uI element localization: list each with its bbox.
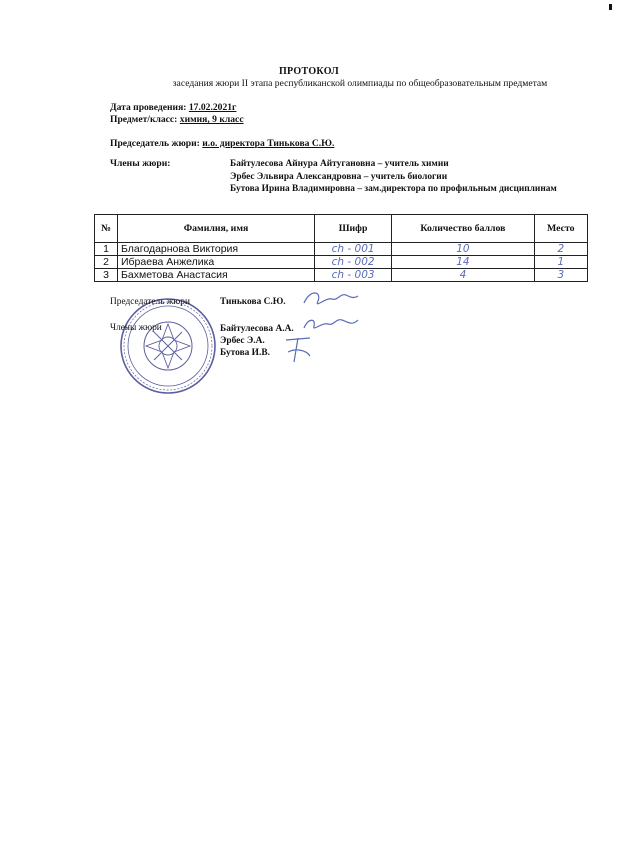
header-score: Количество баллов xyxy=(392,215,534,243)
row-code: ch - 002 xyxy=(315,256,392,269)
signature-chair-name: Тинькова С.Ю. xyxy=(220,297,286,307)
member-item: Эрбес Эльвира Александровна – учитель биологии xyxy=(230,171,448,182)
row-score: 10 xyxy=(392,243,534,256)
table-row xyxy=(95,243,588,256)
chair-label: Председатель жюри: xyxy=(110,138,200,149)
row-score: 14 xyxy=(392,256,534,269)
signature-member-name: Байтулесова А.А. xyxy=(220,324,294,334)
row-place: 1 xyxy=(534,256,587,269)
member-item: Байтулесова Айнура Айтугановна – учитель химии xyxy=(230,159,449,169)
row-code: ch - 001 xyxy=(315,243,392,256)
row-name: Благодарнова Виктория xyxy=(118,243,315,256)
members-list xyxy=(230,158,557,196)
member-signature xyxy=(280,332,320,368)
row-score: 4 xyxy=(392,269,534,282)
table-row xyxy=(95,256,588,269)
header-num: № xyxy=(95,215,118,243)
scan-corner-mark xyxy=(609,4,612,10)
official-stamp xyxy=(118,296,218,396)
row-num: 1 xyxy=(95,243,118,256)
table-header-row xyxy=(95,215,588,243)
signature-member-name: Бутова И.В. xyxy=(220,348,270,358)
signature-members-label: Члены жюри xyxy=(110,323,162,333)
row-num: 2 xyxy=(95,256,118,269)
subject-value: химия, 9 класс xyxy=(179,114,244,125)
signature-chair-label: Председатель жюри xyxy=(110,297,191,307)
document-title: ПРОТОКОЛ xyxy=(278,66,340,77)
chair-value: и.о. директора Тинькова С.Ю. xyxy=(202,138,335,149)
row-place: 2 xyxy=(534,243,587,256)
header-place: Место xyxy=(534,215,587,243)
table-row xyxy=(95,269,588,282)
signature-chair-line xyxy=(110,297,190,307)
row-code: ch - 003 xyxy=(315,269,392,282)
date-label: Дата проведения: xyxy=(110,102,187,113)
signature-member-name: Эрбес Э.А. xyxy=(220,336,265,346)
date-line xyxy=(110,102,236,113)
document-subtitle: заседания жюри II этапа республиканской олимпиады по общеобразовательным предметам xyxy=(172,78,548,89)
row-num: 3 xyxy=(95,269,118,282)
subject-label: Предмет/класс: xyxy=(110,114,178,125)
chair-line xyxy=(110,138,334,149)
chair-signature xyxy=(300,287,360,311)
row-place: 3 xyxy=(534,269,587,282)
subject-line xyxy=(110,114,244,125)
members-label: Члены жюри: xyxy=(110,158,171,169)
results-table xyxy=(94,214,588,282)
member-item: Бутова Ирина Владимировна – зам.директора по профильным дисциплинам xyxy=(230,184,557,194)
header-name: Фамилия, имя xyxy=(118,215,315,243)
date-value: 17.02.2021г xyxy=(188,102,237,113)
row-name: Ибраева Анжелика xyxy=(118,256,315,269)
header-code: Шифр xyxy=(315,215,392,243)
row-name: Бахметова Анастасия xyxy=(118,269,315,282)
